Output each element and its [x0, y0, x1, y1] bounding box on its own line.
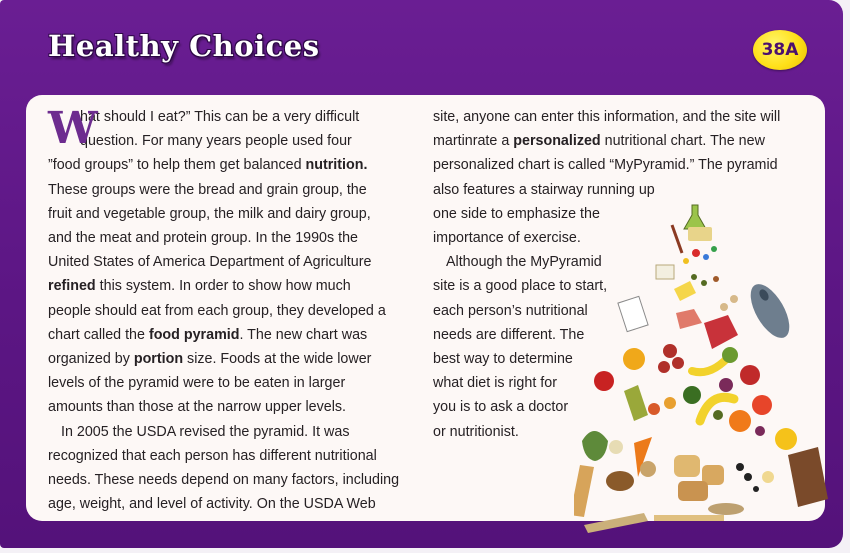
article-line: United States of America Department of Agriculture — [48, 254, 372, 271]
article-line — [48, 153, 399, 177]
article-line — [48, 274, 399, 298]
article-line: needs. These needs depend on many factors, including — [48, 472, 400, 489]
article-line: amounts than those at the narrow upper levels. — [48, 399, 347, 416]
article-text: this system. In order to show how much — [95, 278, 351, 295]
article-line: age, weight, and level of activity. On the USDA Web — [48, 496, 376, 513]
article-line: needs are different. The — [433, 326, 585, 343]
article-text: martinrate a — [433, 133, 514, 150]
article-line: site, anyone can enter this information, and the site will — [433, 109, 781, 125]
keyword: refined — [48, 278, 96, 295]
card-number-badge: 38A — [753, 30, 807, 70]
article-line: people should eat from each group, they developed a — [48, 302, 386, 319]
article-line: and the meat and protein group. In the 1990s the — [48, 230, 358, 247]
article-line: what diet is right for — [433, 375, 557, 392]
drop-cap: W — [48, 103, 98, 154]
article-text: hat should I eat?” This can be a very difficult — [80, 109, 360, 125]
article-line: one side to emphasize the — [433, 205, 600, 222]
article-text: chart called the — [48, 326, 149, 343]
article-line: best way to determine — [433, 351, 573, 368]
article-line — [48, 347, 399, 371]
article-line: In 2005 the USDA revised the pyramid. It was — [61, 423, 350, 440]
article-line: fruit and vegetable group, the milk and dairy group, — [48, 205, 371, 222]
article-line: personalized chart is called “MyPyramid.” The pyramid — [433, 157, 778, 174]
keyword: food pyramid — [148, 326, 240, 343]
article-line: or nutritionist. — [433, 423, 519, 440]
article-line: recognized that each person has different nutritional — [48, 447, 377, 464]
keyword: portion — [133, 351, 184, 368]
article-text: nutritional chart. The new — [600, 133, 765, 150]
food-pyramid-icon — [574, 195, 836, 535]
article-line: also features a stairway running up — [433, 181, 655, 198]
article-line: importance of exercise. — [433, 230, 581, 247]
article-column-left — [48, 105, 399, 516]
article-text: ”food groups” to help them get balanced — [48, 157, 306, 174]
article-line: each person’s nutritional — [433, 302, 588, 319]
article-text: size. Foods at the wide lower — [183, 351, 372, 368]
article-line — [48, 323, 399, 347]
article-line: site is a good place to start, — [433, 278, 608, 295]
article-line: These groups were the bread and grain group, the — [48, 181, 367, 198]
article-line: question. For many years people used four — [80, 133, 352, 150]
article-line: you is to ask a doctor — [433, 399, 569, 416]
page-title: Healthy Choices — [48, 29, 320, 63]
keyword: nutrition. — [305, 157, 368, 174]
article-line — [433, 129, 780, 153]
keyword: personalized — [513, 133, 601, 150]
article-line: Although the MyPyramid — [446, 254, 602, 271]
article-line: levels of the pyramid were to be eaten in larger — [48, 375, 346, 392]
article-text: organized by — [48, 351, 134, 368]
article-text: . The new chart was — [239, 326, 368, 343]
